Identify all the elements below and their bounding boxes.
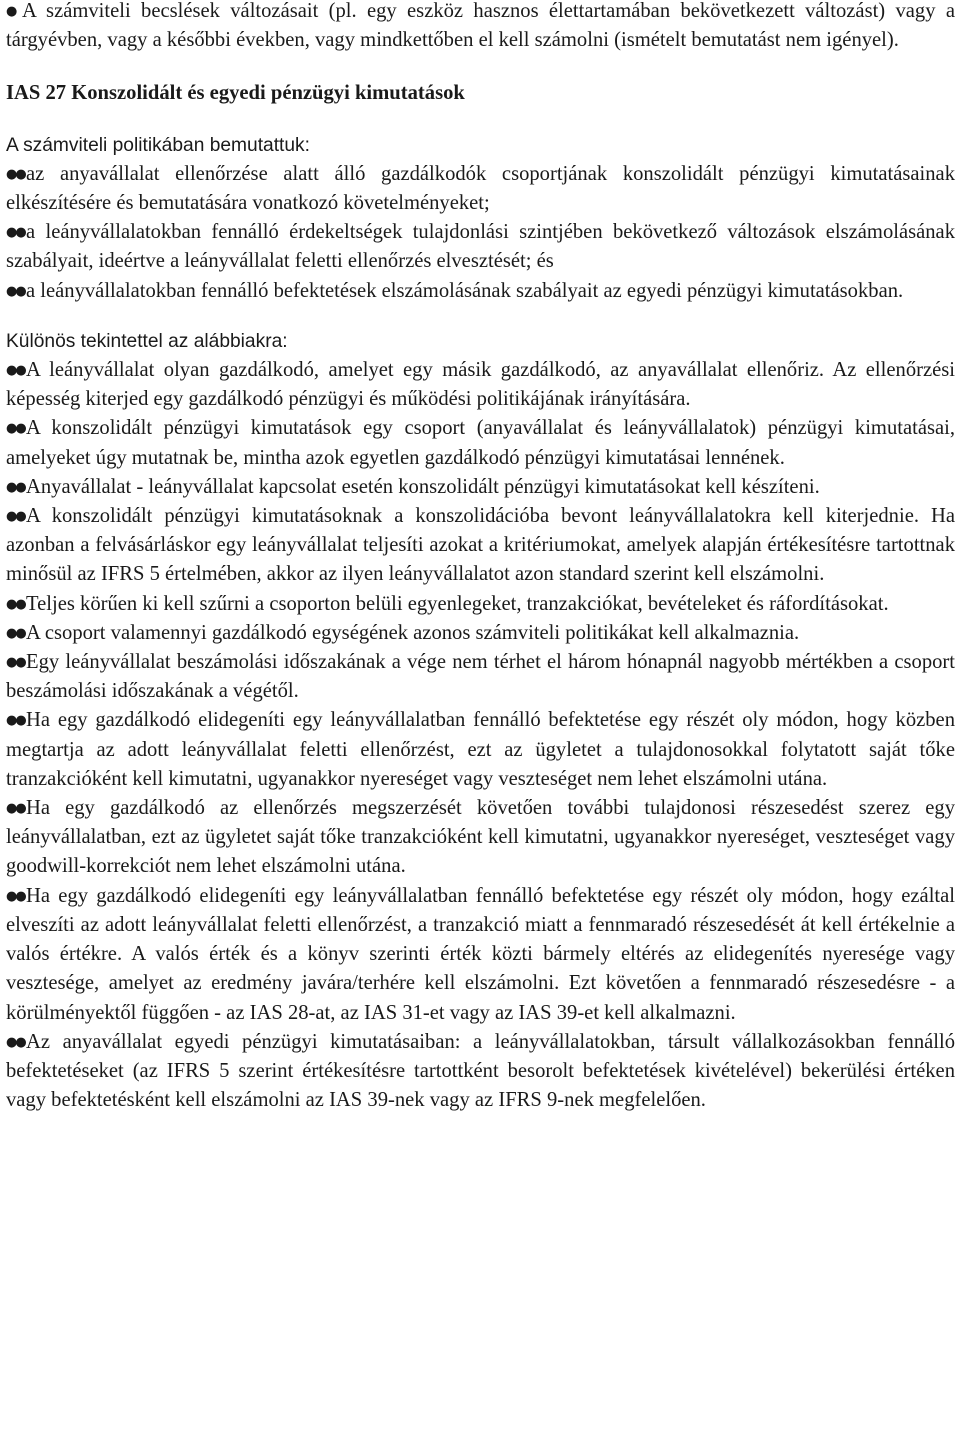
list-item bbox=[6, 794, 955, 882]
list-item-text: a leányvállalatokban fennálló érdekeltségek tulajdonlási szintjében bekövetkező változások elszámolásának szabályait, ideértve a leányvállalat feletti ellenőrzés elvesztését; és bbox=[6, 221, 955, 273]
double-bullet-icon: ●● bbox=[6, 655, 25, 671]
list-item-text: Egy leányvállalat beszámolási időszakának a vége nem térhet el három hónapnál nagyobb mértékben a csoport beszámolási időszakának a végétől. bbox=[6, 651, 955, 703]
double-bullet-icon: ●● bbox=[6, 625, 25, 641]
double-bullet-icon: ●● bbox=[6, 363, 25, 379]
list-item-text: Ha egy gazdálkodó elidegeníti egy leányvállalatban fennálló befektetése egy részét oly módon, hogy ezáltal elveszíti az adott leányvállalat feletti ellenőrzést, a tranzakció miatt a fennmaradó részesedését át kell értékelnie a valós értékre. A valós érték és a könyv szerinti érték közti bármely eltérés az elidegenítés nyeresége vagy vesztesége, amelyet az eredmény javára/terhére kell elszámolni. Ezt követően a fennmaradó részesedésre - a körülményektől függően - az IAS 28-at, az IAS 31-et vagy az IAS 39-et kell alkalmazni. bbox=[6, 884, 955, 1024]
list-item bbox=[6, 160, 955, 218]
list-item-text: Ha egy gazdálkodó elidegeníti egy leányvállalatban fennálló befektetése egy részét oly módon, hogy közben megtartja az adott leányvállalat feletti ellenőrzést, ezt az ügyletet a tulajdonosokkal folytatott saját tőke tranzakcióként kell kimutatni, ugyanakkor nyereséget vagy veszteséget nem lehet elszámolni utána. bbox=[6, 709, 955, 790]
policy-intro: A számviteli politikában bemutattuk: bbox=[6, 134, 310, 156]
double-bullet-icon: ●● bbox=[6, 421, 25, 437]
list-item-text: A konszolidált pénzügyi kimutatásoknak a konszolidációba bevont leányvállalatokra kell kiterjednie. Ha azonban a felvásárláskor egy leányvállalat teljesíti azokat a kritériumokat, amelyek alapján értékesítésre tartottnak minősül az IFRS 5 értelmében, akkor az ilyen leányvállalatot azon standard szerint kell elszámolni. bbox=[6, 505, 955, 586]
list-item bbox=[6, 648, 955, 706]
emphasis-intro: Különös tekintettel az alábbiakra: bbox=[6, 330, 288, 352]
list-item-text: az anyavállalat ellenőrzése alatt álló gazdálkodók csoportjának konszolidált pénzügyi kimutatásainak elkészítésére és bemutatására vonatkozó követelményeket; bbox=[6, 162, 955, 215]
intro-paragraph-text: A számviteli becslések változásait (pl. egy eszköz hasznos élettartamában bekövetkezett változást) vagy a tárgyévben, vagy a későbbi években, vagy mindkettőben el kell számolni (ismételt bemutatást nem igényel). bbox=[6, 0, 955, 52]
double-bullet-icon: ●● bbox=[6, 225, 25, 241]
double-bullet-icon: ●● bbox=[6, 509, 25, 525]
list-item bbox=[6, 882, 955, 1028]
double-bullet-icon: ●● bbox=[6, 283, 25, 299]
double-bullet-icon: ●● bbox=[6, 596, 25, 612]
document-page bbox=[6, 0, 955, 1115]
list-item bbox=[6, 414, 955, 472]
list-item-text: A leányvállalat olyan gazdálkodó, amelyet egy másik gazdálkodó, az anyavállalat ellenőriz. Az ellenőrzési képesség kiterjed egy gazdálkodó pénzügyi és működési politikájának irányítására. bbox=[6, 359, 955, 411]
intro-paragraph bbox=[6, 0, 955, 55]
double-bullet-icon: ●● bbox=[6, 801, 25, 817]
list-item bbox=[6, 218, 955, 276]
double-bullet-icon: ●● bbox=[6, 1034, 25, 1050]
list-item bbox=[6, 277, 955, 306]
section-title: IAS 27 Konszolidált és egyedi pénzügyi kimutatások bbox=[6, 82, 465, 105]
double-bullet-icon: ●● bbox=[6, 888, 25, 904]
list-item-text: Teljes körűen ki kell szűrni a csoporton belüli egyenlegeket, tranzakciókat, bevételeket és ráfordításokat. bbox=[26, 592, 889, 615]
list-item bbox=[6, 619, 955, 648]
double-bullet-icon: ●● bbox=[6, 166, 25, 182]
list-item bbox=[6, 473, 955, 502]
list-item-text: A konszolidált pénzügyi kimutatások egy csoport (anyavállalat és leányvállalatok) pénzügyi kimutatásai, amelyeket úgy mutatnak be, mintha azok egyetlen gazdálkodó pénzügyi kimutatásai lennének. bbox=[6, 417, 955, 469]
double-bullet-icon: ●● bbox=[6, 713, 25, 729]
policy-list bbox=[6, 160, 955, 306]
bullet-icon: ● bbox=[6, 4, 18, 19]
double-bullet-icon: ●● bbox=[6, 479, 25, 495]
list-item bbox=[6, 590, 955, 619]
list-item bbox=[6, 1028, 955, 1116]
emphasis-list bbox=[6, 356, 955, 1115]
list-item-text: a leányvállalatokban fennálló befektetések elszámolásának szabályait az egyedi pénzügyi kimutatásokban. bbox=[26, 279, 904, 302]
list-item-text: A csoport valamennyi gazdálkodó egységének azonos számviteli politikákat kell alkalmaznia. bbox=[26, 621, 800, 644]
list-item-text: Anyavállalat - leányvállalat kapcsolat esetén konszolidált pénzügyi kimutatásokat kell készíteni. bbox=[26, 475, 820, 498]
list-item bbox=[6, 502, 955, 590]
list-item bbox=[6, 706, 955, 794]
list-item bbox=[6, 356, 955, 414]
list-item-text: Ha egy gazdálkodó az ellenőrzés megszerzését követően további tulajdonosi részesedést szerez egy leányvállalatban, ezt az ügyletet saját tőke tranzakcióként kell kimutatni, ugyanakkor nyereséget, veszteséget vagy goodwill-korrekciót nem lehet elszámolni utána. bbox=[6, 797, 955, 878]
list-item-text: Az anyavállalat egyedi pénzügyi kimutatásaiban: a leányvállalatokban, társult vállalkozásokban fennálló befektetéseket (az IFRS 5 szerint értékesítésre tartottként besorolt befektetések kivételével) bekerülési értéken vagy befektetésként kell elszámolni az IAS 39-nek vagy az IFRS 9-nek megfelelően. bbox=[6, 1030, 955, 1112]
